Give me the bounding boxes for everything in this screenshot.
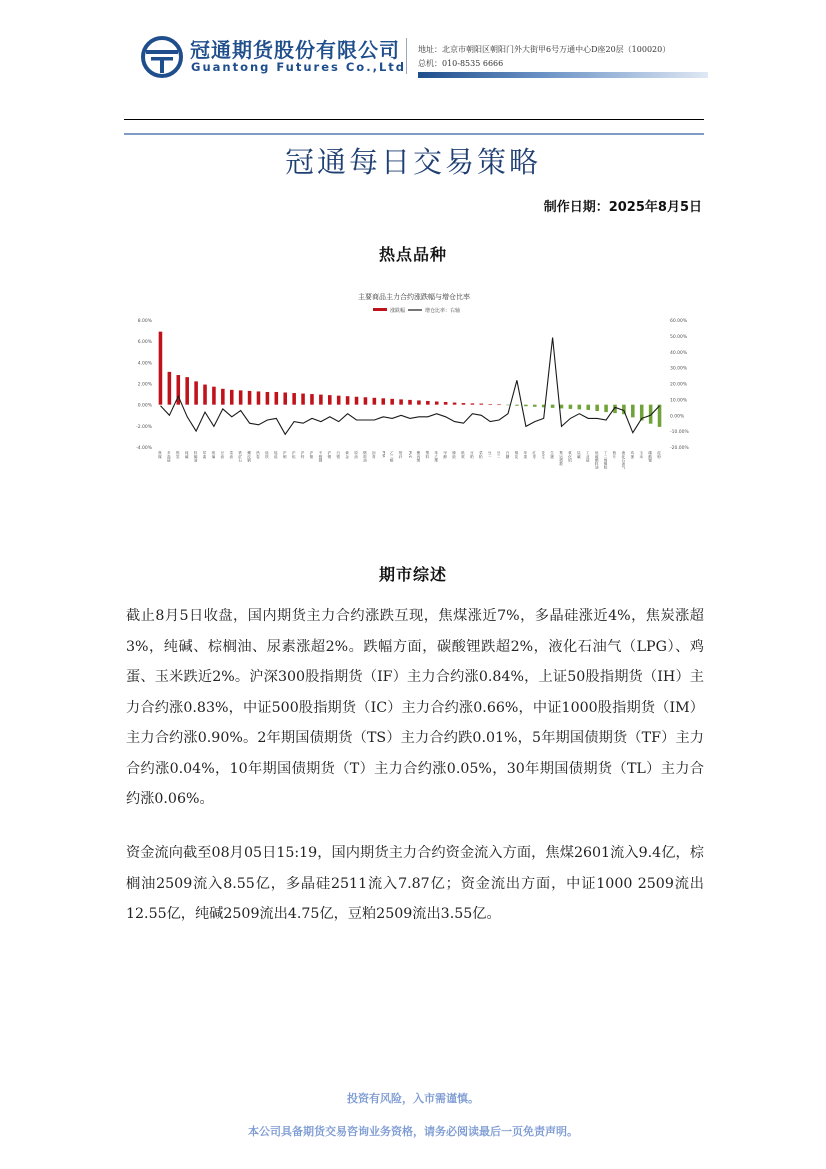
header-divider: [406, 38, 407, 74]
x-tick-label: 硅铁: [265, 451, 270, 459]
x-tick-label: 沪铝: [292, 451, 297, 459]
left-tick-label: 0.00%: [137, 403, 152, 409]
right-tick-label: 50.00%: [670, 334, 688, 340]
x-tick-label: 集运指数: [559, 451, 564, 466]
x-tick-label: 氧化铝: [568, 451, 573, 462]
bar-豆油: [221, 389, 225, 405]
bar-白糖: [506, 405, 510, 406]
bar-燃料油: [364, 397, 368, 404]
header-gradient-bar: [418, 72, 708, 78]
x-tick-label: 菜粕: [479, 451, 484, 459]
bar-白银: [337, 396, 341, 405]
bar-豆二: [497, 404, 501, 405]
commodity-change-chart: [124, 282, 704, 514]
bar-沥青: [373, 398, 377, 405]
left-tick-label: 8.00%: [137, 319, 152, 324]
bar-螺纹钢: [248, 391, 252, 405]
x-tick-label: 鸡蛋: [630, 451, 635, 459]
bar-工业硅: [586, 405, 590, 410]
bar-PTA: [381, 398, 385, 404]
bar-铁矿石: [239, 390, 243, 404]
x-tick-label: 豆二: [497, 451, 502, 459]
x-axis-labels: [157, 450, 661, 469]
bar-丁二烯橡胶: [604, 405, 608, 412]
x-tick-label: 纯碱: [185, 451, 190, 459]
company-address: 地址：北京市朝阳区朝阳门外大街甲6号万通中心D座20层（100020）: [418, 45, 671, 54]
x-tick-label: PVC: [408, 451, 412, 459]
x-tick-label: 液化石油气: [621, 451, 626, 469]
x-tick-label: 塑料: [425, 451, 430, 459]
bar-豆一: [488, 404, 492, 405]
x-tick-label: 烧碱: [577, 451, 582, 459]
bar-热卷: [257, 391, 261, 404]
company-logo-icon: [140, 35, 184, 79]
market-summary-paragraph: 截止8月5日收盘，国内期货主力合约涨跌互现，焦煤涨近7%，多晶硅涨近4%，焦炭涨超3%，纯碱、棕榈油、尿素涨超2%。跌幅方面，碳酸锂跌超2%，液化石油气（LPG）、鸡蛋、玉米跌近2%。沪深300股指期货（IF）主力合约涨0.84%，上证50股指期货（IH）主力合约涨0.83%，中证500股指期货（IC）主力合约涨0.66%，中证1000股指期货（IM）主力合约涨0.90%。2年期国债期货（TS）主力合约跌0.01%，5年期国债期货（TF）主力合约涨0.04%，10年期国债期货（T）主力合约涨0.05%，30年期国债期货（TL）主力合约涨0.06%。: [126, 608, 704, 807]
right-tick-label: 40.00%: [670, 350, 688, 356]
x-tick-label: 沪锌: [301, 451, 306, 459]
bar-甲醇: [444, 402, 448, 405]
company-name-en: Guantong Futures Co.,Ltd: [191, 60, 407, 74]
bar-橡胶: [453, 403, 457, 405]
bar-沪镍: [310, 394, 314, 405]
bar-焦煤: [159, 332, 163, 405]
bar-沪锌: [301, 394, 305, 405]
chart-title: 主要商品主力合约涨跌幅与增仓比率: [358, 293, 470, 301]
x-tick-label: 多晶硅: [167, 451, 172, 462]
x-tick-label: 焦煤: [158, 451, 163, 459]
bar-氧化铝: [569, 405, 573, 409]
fund-flow-paragraph: 资金流向截至08月05日15:19，国内期货主力合约资金流入方面，焦煤2601流入9.4亿，棕榈油2509流入8.55亿，多晶硅2511流入7.87亿；资金流出方面，中证1000 2509流出12.55亿，纯碱2509流出4.75亿，豆粕2509流出3.55亿。: [126, 845, 704, 922]
bar-棉花: [515, 405, 519, 406]
bar-硅铁: [266, 392, 270, 405]
left-axis: [136, 318, 153, 451]
bar-沪锡: [328, 395, 332, 405]
bar-乙二醇: [390, 399, 394, 405]
x-tick-label: 棕榈油: [194, 451, 199, 462]
x-tick-label: PTA: [381, 451, 386, 458]
ratio-line: [161, 338, 660, 435]
x-tick-label: 焦炭: [176, 451, 181, 459]
bar-锰硅: [275, 392, 279, 405]
x-tick-label: 不锈钢: [318, 451, 323, 462]
x-tick-label: 乙二醇: [390, 451, 395, 462]
bar-菜粕: [480, 404, 484, 405]
section-heading-review: 期市综述: [378, 565, 447, 584]
bar-菜油: [230, 390, 234, 405]
x-tick-label: 白银: [336, 451, 341, 459]
x-tick-label: 豆粕: [470, 451, 475, 459]
x-tick-label: 沥青: [372, 451, 377, 459]
x-tick-label: 甲醇: [443, 451, 448, 459]
company-phone: 总机：010-8535 6666: [418, 59, 504, 68]
right-tick-label: -20.00%: [670, 446, 689, 451]
risk-warning: 投资有风险，入市需谨慎。: [347, 1092, 479, 1105]
x-tick-label: 工业硅: [586, 451, 591, 462]
right-tick-label: 0.00%: [670, 414, 685, 420]
header-rule: [124, 119, 704, 120]
company-name-cn: 冠通期货股份有限公司: [190, 38, 400, 62]
x-tick-label: 白糖: [506, 451, 511, 459]
left-tick-label: 2.00%: [137, 382, 152, 388]
bar-苯乙烯: [435, 401, 439, 404]
x-tick-label: 聚丙烯: [416, 451, 421, 462]
x-tick-label: 沪镍: [309, 451, 314, 459]
x-tick-label: 红枣: [532, 451, 537, 459]
bar-原油: [355, 397, 359, 405]
x-tick-label: 铁矿石: [238, 451, 243, 462]
x-tick-label: 花生: [541, 451, 546, 459]
bar-玻璃: [212, 387, 216, 405]
bar-苹果: [524, 405, 528, 407]
right-tick-label: -10.00%: [670, 430, 689, 436]
bar-series: [159, 332, 662, 427]
x-tick-label: 瓶片: [612, 451, 617, 459]
legend-bar-label: 涨跌幅: [390, 308, 406, 314]
bar-集运指数: [560, 405, 564, 409]
right-tick-label: 60.00%: [670, 319, 688, 324]
left-tick-label: -4.00%: [136, 446, 152, 451]
disclaimer-note: 本公司具备期货交易咨询业务资格，请务必阅读最后一页免责声明。: [248, 1125, 578, 1138]
bar-黄金: [346, 396, 350, 404]
bar-红枣: [533, 405, 537, 407]
x-tick-label: 低硫燃料油: [595, 451, 600, 469]
bar-烧碱: [578, 405, 582, 410]
x-tick-label: 玻璃: [211, 451, 216, 459]
bar-低硫燃料油: [595, 405, 599, 411]
bar-豆粕: [471, 403, 475, 404]
x-tick-label: 热卷: [256, 451, 261, 459]
section-heading-hot: 热点品种: [378, 245, 447, 264]
x-tick-label: 棉花: [514, 451, 519, 459]
legend-line-label: 增仓比率：右轴: [425, 308, 461, 314]
x-tick-label: 苯乙烯: [434, 451, 439, 462]
x-tick-label: 沪铜: [283, 451, 288, 459]
x-tick-label: 淀粉: [657, 451, 662, 459]
left-tick-label: -2.00%: [136, 424, 152, 430]
x-tick-label: 碳酸锂: [648, 451, 653, 462]
x-tick-label: 原油: [354, 451, 359, 459]
bar-聚丙烯: [417, 400, 421, 404]
x-tick-label: 苹果: [523, 451, 528, 459]
x-tick-label: 菜油: [229, 451, 234, 459]
x-tick-label: 丁二烯橡胶: [604, 451, 609, 469]
bar-塑料: [426, 401, 430, 405]
bar-棕榈油: [194, 381, 198, 404]
report-date: 制作日期：2025年8月5日: [543, 200, 702, 215]
x-tick-label: 玉米: [639, 451, 644, 459]
x-tick-label: 沪锡: [327, 451, 332, 459]
x-tick-label: 豆一: [488, 451, 493, 459]
x-tick-label: 短纤: [399, 451, 404, 459]
legend-bar-swatch: [373, 308, 387, 311]
right-tick-label: 10.00%: [670, 398, 688, 404]
x-tick-label: 橡胶: [452, 451, 457, 459]
bar-不锈钢: [319, 395, 323, 405]
left-tick-label: 4.00%: [137, 361, 152, 367]
page-title: 冠通每日交易策略: [284, 145, 541, 179]
bar-尿素: [203, 385, 207, 405]
bar-短纤: [399, 399, 403, 404]
right-axis: [670, 318, 690, 451]
x-tick-label: 黄金: [345, 451, 350, 459]
right-tick-label: 20.00%: [670, 382, 688, 388]
x-tick-label: 燃料油: [363, 451, 368, 462]
bar-纯碱: [185, 377, 189, 405]
right-tick-label: 30.00%: [670, 366, 688, 372]
x-tick-label: 锰硅: [274, 451, 279, 459]
bar-PVC: [408, 400, 412, 405]
bar-纸浆: [462, 403, 466, 405]
title-rule: [124, 133, 704, 135]
bar-沪铝: [292, 393, 296, 405]
bar-生猪: [551, 405, 555, 408]
bar-多晶硅: [168, 372, 172, 405]
left-tick-label: 6.00%: [137, 340, 152, 346]
x-tick-label: 生猪: [550, 451, 555, 459]
bar-沪铜: [283, 392, 287, 404]
x-tick-label: 螺纹钢: [247, 451, 252, 462]
x-tick-label: 纸浆: [461, 451, 466, 459]
bar-鸡蛋: [631, 405, 635, 418]
x-tick-label: 尿素: [203, 451, 208, 459]
x-tick-label: 豆油: [220, 451, 225, 459]
bar-淀粉: [658, 405, 662, 427]
